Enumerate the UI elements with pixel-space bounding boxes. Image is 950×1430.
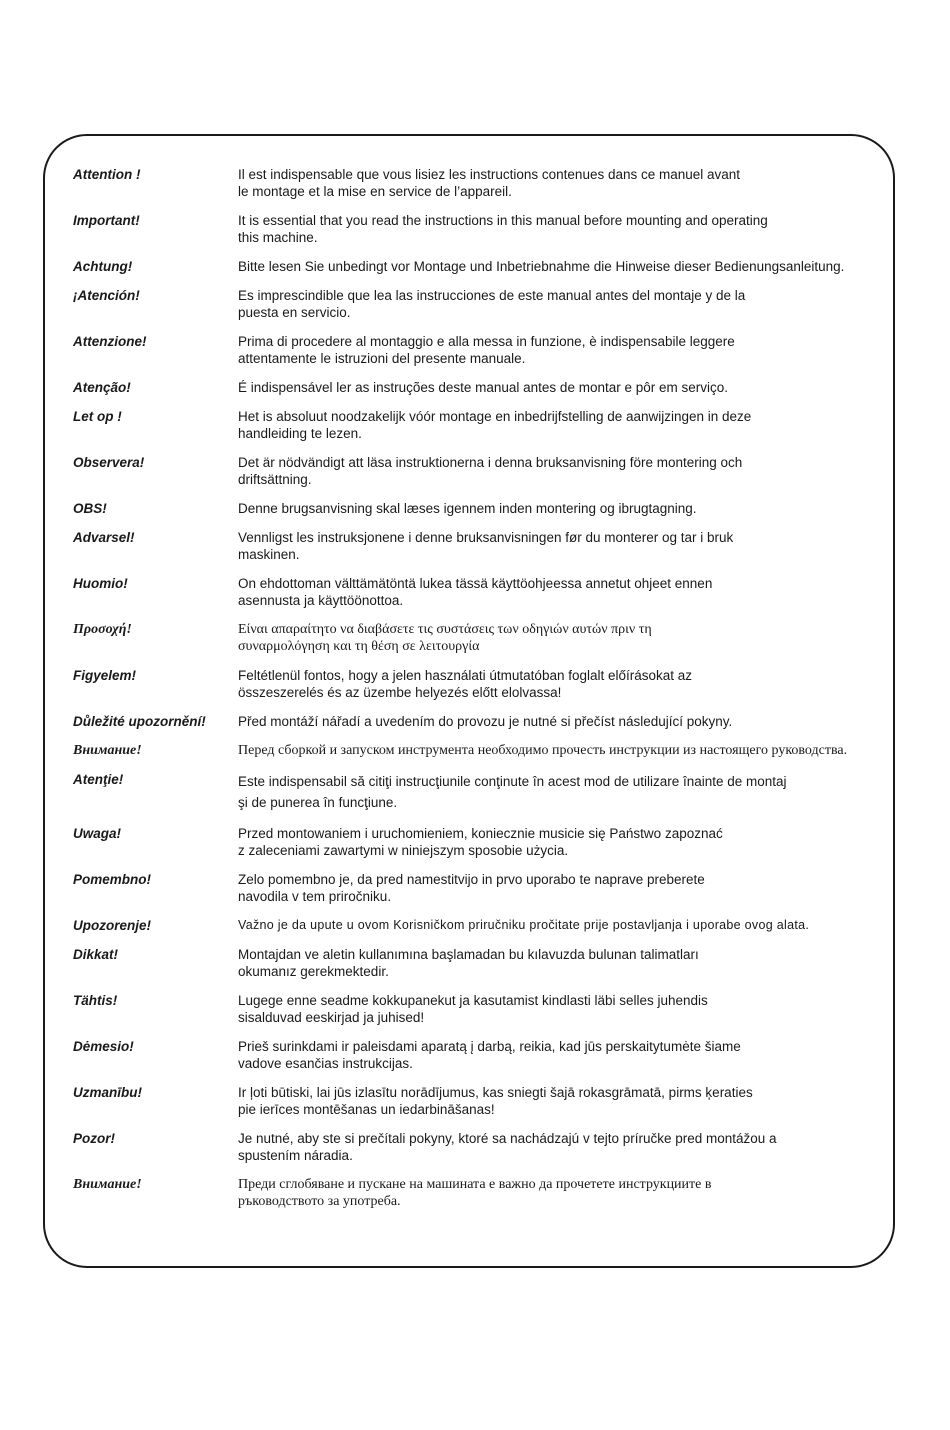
warning-text: Montajdan ve aletin kullanımına başlamadan bu kılavuzda bulunan talimatları okumanız gerekmektedir. bbox=[238, 947, 699, 979]
warning-entry-pl bbox=[73, 825, 883, 859]
warning-text: Prima di procedere al montaggio e alla messa in funzione, è indispensabile leggere attentamente le istruzioni del presente manuale. bbox=[238, 334, 735, 366]
warning-label: Observera! bbox=[73, 455, 145, 470]
warning-text: Važno je da upute u ovom Korisničkom priručniku pročitate prije postavljanja i uporabe ovog alata. bbox=[238, 918, 810, 932]
warning-label: Tähtis! bbox=[73, 993, 118, 1008]
warning-entry-no bbox=[73, 529, 883, 563]
warning-text: Bitte lesen Sie unbedingt vor Montage und Inbetriebnahme die Hinweise dieser Bedienungsanleitung. bbox=[238, 259, 845, 274]
warning-label: Achtung! bbox=[73, 259, 133, 274]
warning-label: Let op ! bbox=[73, 409, 122, 424]
warning-entry-cs bbox=[73, 713, 883, 730]
warning-label: Huomio! bbox=[73, 576, 128, 591]
warning-label: OBS! bbox=[73, 501, 107, 516]
warning-text: Feltétlenül fontos, hogy a jelen használati útmutatóban foglalt előírásokat az összeszerelés és az üzembe helyezés előtt elolvassa! bbox=[238, 668, 693, 700]
warning-entry-da bbox=[73, 500, 883, 517]
warning-entry-tr bbox=[73, 946, 883, 980]
warning-text: Denne brugsanvisning skal læses igennem inden montering og ibrugtagning. bbox=[238, 501, 697, 516]
warning-label: Внимание! bbox=[73, 1177, 142, 1192]
warning-text: Het is absoluut noodzakelijk vóór montage en inbedrijfstelling de aanwijzingen in deze handleiding te lezen. bbox=[238, 409, 752, 441]
warning-label: ¡Atención! bbox=[73, 288, 140, 303]
warning-entry-bg bbox=[73, 1176, 883, 1210]
warning-text: Lugege enne seadme kokkupanekut ja kasutamist kindlasti läbi selles juhendis sisalduvad eeskirjad ja juhised! bbox=[238, 993, 708, 1025]
warning-text: É indispensável ler as instruções deste manual antes de montar e pôr em serviço. bbox=[238, 380, 729, 395]
warning-entry-lv bbox=[73, 1084, 883, 1118]
warning-label: Uzmanību! bbox=[73, 1085, 142, 1100]
warning-text: Este indispensabil să citiţi instrucţiunile conţinute în acest mod de utilizare înainte de montaj şi de punerea în funcţiune. bbox=[238, 774, 787, 810]
warning-label: Pomembno! bbox=[73, 872, 152, 887]
warning-label: Atenţie! bbox=[73, 772, 124, 787]
warning-entry-ro bbox=[73, 771, 883, 813]
warning-text: Перед сборкой и запуском инструмента необходимо прочесть инструкции из настоящего руководства. bbox=[238, 743, 848, 758]
warning-label: Uwaga! bbox=[73, 826, 122, 841]
warning-entry-nl bbox=[73, 408, 883, 442]
warning-entry-et bbox=[73, 992, 883, 1026]
warning-entry-sv bbox=[73, 454, 883, 488]
warning-label: Dėmesio! bbox=[73, 1039, 134, 1054]
warning-label: Atenção! bbox=[73, 380, 131, 395]
warning-text: Είναι απαραίτητο να διαβάσετε τις συστάσεις των οδηγιών αυτών πριν τη συναρμολόγηση και τη θέση σε λειτουργία bbox=[238, 622, 652, 654]
warning-text: Prieš surinkdami ir paleisdami aparatą į darbą, reikia, kad jūs perskaitytumėte šiame vadove esančias instrukcijas. bbox=[238, 1039, 741, 1071]
warning-entry-pt bbox=[73, 379, 883, 396]
warning-text: Zelo pomembno je, da pred namestitvijo in prvo uporabo te naprave preberete navodila v tem priročniku. bbox=[238, 872, 705, 904]
warning-entry-ru bbox=[73, 742, 883, 759]
warning-entry-fi bbox=[73, 575, 883, 609]
warning-label: Důležité upozornění! bbox=[73, 714, 206, 729]
warning-text: Ir ļoti būtiski, lai jūs izlasītu norādījumus, kas sniegti šajā rokasgrāmatā, pirms ķeraties pie ierīces montēšanas un iedarbināšanas! bbox=[238, 1085, 753, 1117]
warning-entry-en bbox=[73, 212, 883, 246]
warning-text: Преди сглобяване и пускане на машината е важно да прочетете инструкциите в ръководството за употреба. bbox=[238, 1177, 712, 1209]
warning-text: Es imprescindible que lea las instrucciones de este manual antes del montaje y de la puesta en servicio. bbox=[238, 288, 746, 320]
warning-label: Attention ! bbox=[73, 167, 141, 182]
warning-entry-hu bbox=[73, 667, 883, 701]
warning-label: Important! bbox=[73, 213, 140, 228]
warning-entry-el bbox=[73, 621, 883, 655]
warning-label: Προσοχή! bbox=[73, 622, 132, 637]
warning-entry-sl bbox=[73, 871, 883, 905]
warning-entry-fr bbox=[73, 166, 883, 200]
warning-label: Upozorenje! bbox=[73, 918, 152, 933]
warning-text: Det är nödvändigt att läsa instruktionerna i denna bruksanvisning före montering och driftsättning. bbox=[238, 455, 743, 487]
warning-entry-hr bbox=[73, 917, 883, 934]
warning-label: Advarsel! bbox=[73, 530, 135, 545]
warning-entry-it bbox=[73, 333, 883, 367]
warning-entry-de bbox=[73, 258, 883, 275]
warning-entry-sk bbox=[73, 1130, 883, 1164]
warning-text: Před montáží nářadí a uvedením do provozu je nutné si přečíst následující pokyny. bbox=[238, 714, 733, 729]
warning-text: Il est indispensable que vous lisiez les instructions contenues dans ce manuel avant le montage et la mise en service de l’appareil. bbox=[238, 167, 741, 199]
warning-entry-es bbox=[73, 287, 883, 321]
warning-label: Внимание! bbox=[73, 743, 142, 758]
warning-label: Pozor! bbox=[73, 1131, 115, 1146]
warning-list bbox=[73, 166, 883, 1222]
warning-text: On ehdottoman välttämätöntä lukea tässä käyttöohjeessa annetut ohjeet ennen asennusta ja käyttöönottoa. bbox=[238, 576, 713, 608]
warning-label: Dikkat! bbox=[73, 947, 119, 962]
warning-entry-lt bbox=[73, 1038, 883, 1072]
warning-text: Przed montowaniem i uruchomieniem, koniecznie musicie się Państwo zapoznać z zaleceniami zawartymi w niniejszym sposobie użycia. bbox=[238, 826, 723, 858]
warning-text: Vennligst les instruksjonene i denne bruksanvisningen før du monterer og tar i bruk maskinen. bbox=[238, 530, 734, 562]
warning-text: Je nutné, aby ste si prečítali pokyny, ktoré sa nachádzajú v tejto príručke pred montážou a spustením náradia. bbox=[238, 1131, 777, 1163]
warning-label: Figyelem! bbox=[73, 668, 137, 683]
warning-text: It is essential that you read the instructions in this manual before mounting and operating this machine. bbox=[238, 213, 768, 245]
warning-label: Attenzione! bbox=[73, 334, 147, 349]
